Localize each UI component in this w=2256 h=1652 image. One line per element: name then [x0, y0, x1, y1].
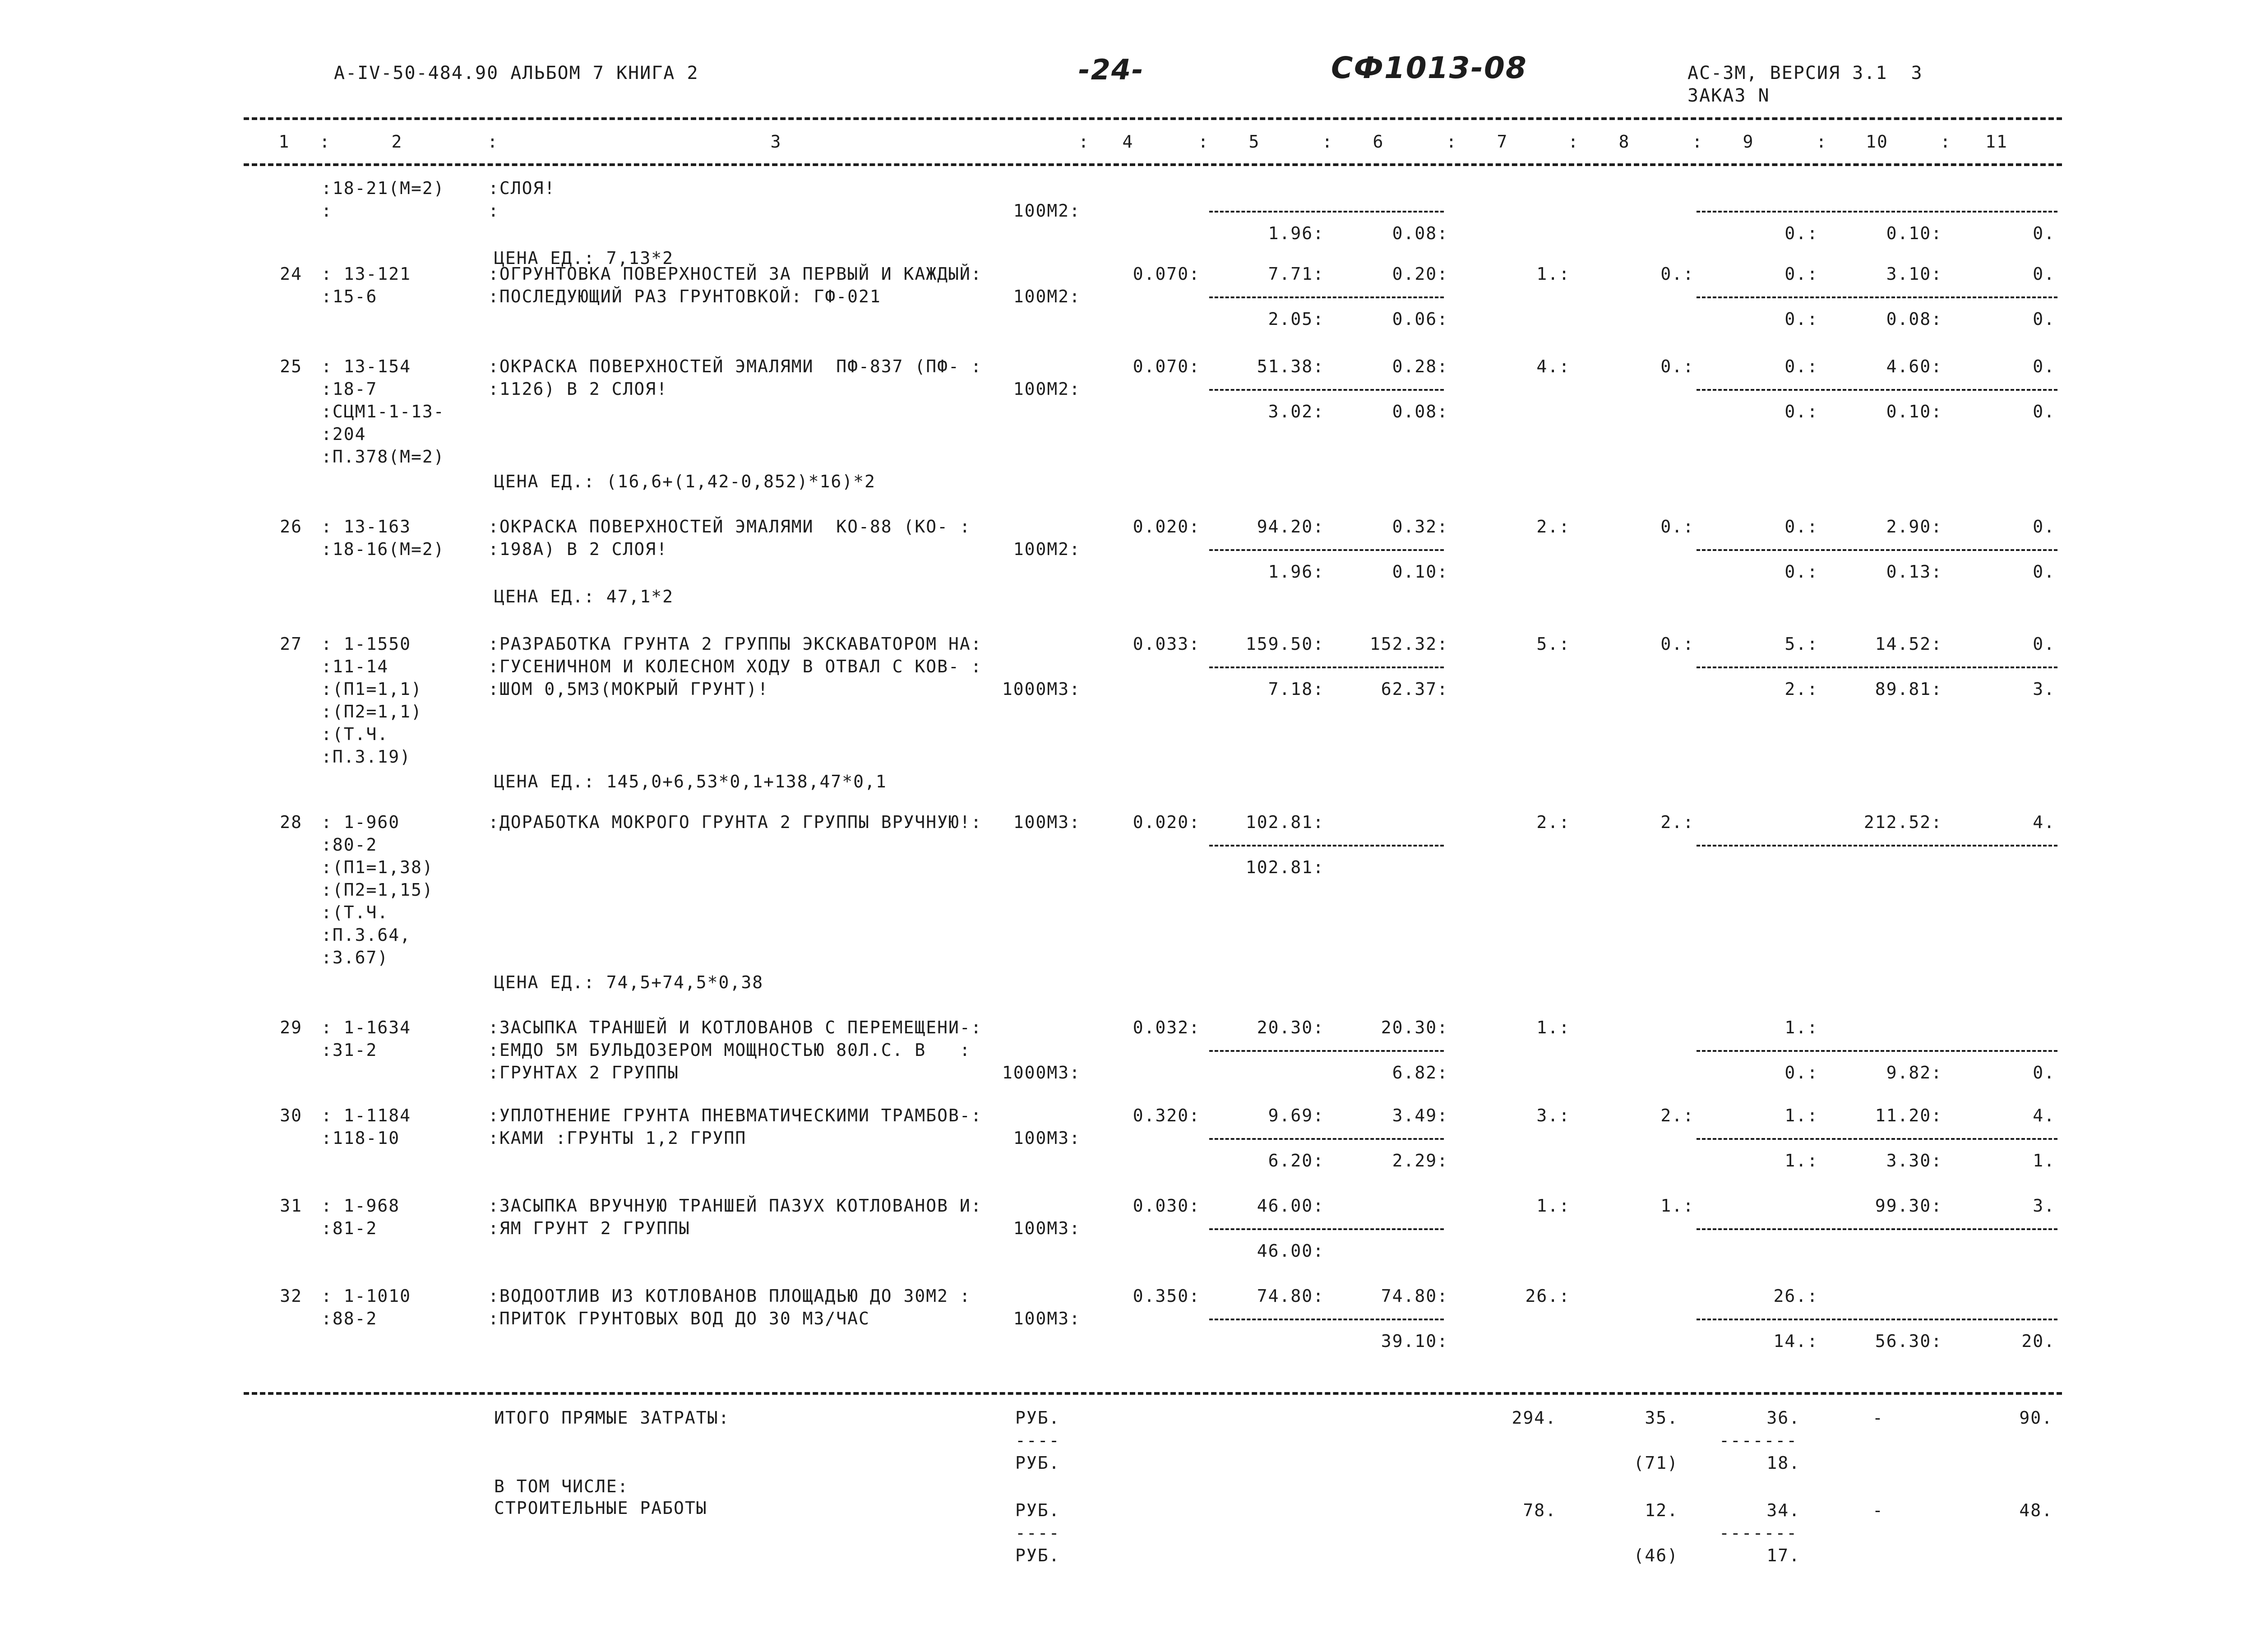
resource-code: :(П1=1,1)	[321, 679, 422, 699]
cell-divider-dash	[1697, 1228, 2057, 1230]
col9-bottom: 0.:	[1784, 562, 1818, 582]
rub-unit: РУБ.	[1015, 1500, 1060, 1520]
unit: 100М2:	[1013, 201, 1081, 221]
construction-label: СТРОИТЕЛЬНЫЕ РАБОТЫ	[494, 1498, 707, 1518]
col7-value: 1.:	[1536, 1018, 1570, 1037]
rub-dash: ----	[1015, 1430, 1060, 1450]
cell-divider-dash	[1209, 1050, 1444, 1052]
cell-divider-dash	[1209, 549, 1444, 551]
unit: 100М2:	[1013, 379, 1081, 399]
constr-col8: 12.	[1645, 1500, 1678, 1520]
unit: 1000М3:	[1002, 1063, 1081, 1083]
col10-top: 4.60:	[1886, 356, 1942, 376]
resource-code: :15-6	[321, 287, 378, 306]
col-sep: :	[1940, 132, 1951, 152]
col5-top: 7.71:	[1268, 264, 1324, 284]
cell-divider-dash	[1209, 296, 1444, 298]
doc-code: А-IV-50-484.90 АЛЬБОМ 7 КНИГА 2	[334, 63, 699, 83]
cell-divider-dash	[1697, 1138, 2057, 1140]
col-header: 10	[1866, 132, 1888, 152]
col11-top: 4.	[2033, 812, 2055, 832]
col10-bottom: 56.30:	[1875, 1331, 1942, 1351]
work-description: :ПРИТОК ГРУНТОВЫХ ВОД ДО 30 М3/ЧАС	[488, 1309, 870, 1328]
col-header: 8	[1618, 132, 1630, 152]
col7-value: 5.:	[1536, 634, 1570, 654]
col8-value: 0.:	[1660, 356, 1694, 376]
col8-value: 0.:	[1660, 264, 1694, 284]
resource-code: :80-2	[321, 835, 378, 855]
col10-top: 14.52:	[1875, 634, 1942, 654]
top-rule	[244, 117, 2062, 120]
col-sep: :	[1446, 132, 1457, 152]
cell-divider-dash	[1209, 1228, 1444, 1230]
col9-bottom: 2.:	[1784, 679, 1818, 699]
col11-top: 3.	[2033, 1196, 2055, 1216]
constr-col7: 78.	[1523, 1500, 1557, 1520]
work-description: :ОКРАСКА ПОВЕРХНОСТЕЙ ЭМАЛЯМИ ПФ-837 (ПФ- :	[488, 356, 982, 376]
resource-code: :118-10	[321, 1128, 400, 1148]
resource-code: :18-7	[321, 379, 378, 399]
col4-quantity: 0.020:	[1133, 812, 1200, 832]
cell-divider-dash	[1697, 1319, 2057, 1320]
col6-bottom: 2.29:	[1392, 1151, 1448, 1171]
col5-bottom: 6.20:	[1268, 1151, 1324, 1171]
resource-code: : 13-154	[321, 356, 411, 376]
col9-bottom: 0.:	[1784, 402, 1818, 421]
col10-bottom: 0.10:	[1886, 402, 1942, 421]
work-description: :ЗАСЫПКА ВРУЧНУЮ ТРАНШЕЙ ПАЗУХ КОТЛОВАНОВ И:	[488, 1196, 982, 1216]
cell-divider-dash	[1209, 666, 1444, 668]
col9-top: 1.:	[1784, 1106, 1818, 1125]
col10-bottom: 9.82:	[1886, 1063, 1942, 1083]
col9-bottom: 0.:	[1784, 1063, 1818, 1083]
rub-dash: ----	[1015, 1523, 1060, 1543]
col8-value: 0.:	[1660, 634, 1694, 654]
resource-code: :31-2	[321, 1040, 378, 1060]
cell-divider-dash	[1697, 1050, 2057, 1052]
col8-value: 2.:	[1660, 812, 1694, 832]
resource-code: : 13-121	[321, 264, 411, 284]
col11-top: 0.	[2033, 264, 2055, 284]
resource-code: :СЦМ1-1-13-	[321, 402, 445, 421]
row-number: 25	[280, 356, 302, 376]
col5-bottom: 102.81:	[1245, 857, 1324, 877]
row-number: 29	[280, 1018, 302, 1037]
direct-costs-label: ИТОГО ПРЯМЫЕ ЗАТРАТЫ:	[494, 1408, 730, 1428]
col9-top: 5.:	[1784, 634, 1818, 654]
col4-quantity: 0.350:	[1133, 1286, 1200, 1306]
resource-code: : 1-960	[321, 812, 400, 832]
direct-col9-dash: -------	[1719, 1430, 1798, 1450]
work-description: :1126) В 2 СЛОЯ!	[488, 379, 668, 399]
resource-code: :3.67)	[321, 948, 389, 967]
col6-top: 20.30:	[1381, 1018, 1448, 1037]
constr-col10: -	[1872, 1500, 1884, 1520]
resource-code: : 1-1010	[321, 1286, 411, 1306]
cell-divider-dash	[1209, 845, 1444, 847]
constr-col9: 34.	[1766, 1500, 1800, 1520]
col-sep: :	[319, 132, 331, 152]
col11-bottom: 0.	[2033, 1063, 2055, 1083]
col11-bottom: 0.	[2033, 309, 2055, 329]
col9-top: 0.:	[1784, 517, 1818, 537]
col4-quantity: 0.320:	[1133, 1106, 1200, 1125]
cell-divider-dash	[1697, 845, 2057, 847]
col6-top: 74.80:	[1381, 1286, 1448, 1306]
col7-value: 3.:	[1536, 1106, 1570, 1125]
col4-quantity: 0.033:	[1133, 634, 1200, 654]
resource-code: :18-16(М=2)	[321, 539, 445, 559]
constr-col11: 48.	[2019, 1500, 2053, 1520]
resource-code: :П.378(М=2)	[321, 447, 445, 467]
col10-top: 3.10:	[1886, 264, 1942, 284]
col5-top: 9.69:	[1268, 1106, 1324, 1125]
col10-bottom: 0.08:	[1886, 309, 1942, 329]
rub-unit: РУБ.	[1015, 1408, 1060, 1428]
col-sep: :	[1078, 132, 1090, 152]
resource-code: : 1-968	[321, 1196, 400, 1216]
col11-bottom: 0.	[2033, 223, 2055, 243]
col7-value: 1.:	[1536, 264, 1570, 284]
col-header: 9	[1743, 132, 1754, 152]
resource-code: :П.3.64,	[321, 925, 411, 945]
col-header: 2	[391, 132, 403, 152]
col9-top: 0.:	[1784, 264, 1818, 284]
constr-col8-second: (46)	[1633, 1546, 1678, 1565]
resource-code: :18-21(М=2)	[321, 178, 445, 198]
col7-value: 1.:	[1536, 1196, 1570, 1216]
col-sep: :	[1692, 132, 1703, 152]
col9-bottom: 1.:	[1784, 1151, 1818, 1171]
resource-code: :204	[321, 424, 366, 444]
col6-top: 152.32:	[1369, 634, 1448, 654]
col11-top: 0.	[2033, 517, 2055, 537]
cell-divider-dash	[1209, 389, 1444, 391]
direct-col8-second: (71)	[1633, 1453, 1678, 1473]
col-header: 6	[1373, 132, 1384, 152]
col5-top: 46.00:	[1257, 1196, 1324, 1216]
col5-bottom: 3.02:	[1268, 402, 1324, 421]
direct-col10: -	[1872, 1408, 1884, 1428]
cell-divider-dash	[1697, 389, 2057, 391]
col8-value: 1.:	[1660, 1196, 1694, 1216]
col4-quantity: 0.070:	[1133, 356, 1200, 376]
col5-bottom: 1.96:	[1268, 223, 1324, 243]
work-description: :ОКРАСКА ПОВЕРХНОСТЕЙ ЭМАЛЯМИ КО-88 (КО- :	[488, 517, 971, 537]
resource-code: : 13-163	[321, 517, 411, 537]
col6-bottom: 62.37:	[1381, 679, 1448, 699]
col11-bottom: 20.	[2021, 1331, 2055, 1351]
work-description: :ВОДООТЛИВ ИЗ КОТЛОВАНОВ ПЛОЩАДЬЮ ДО 30М2 :	[488, 1286, 971, 1306]
totals-rule	[244, 1392, 2062, 1395]
col7-value: 4.:	[1536, 356, 1570, 376]
resource-code: :(П2=1,15)	[321, 880, 434, 900]
unit: 1000М3:	[1002, 679, 1081, 699]
col-header: 1	[278, 132, 290, 152]
order-label: ЗАКАЗ N	[1687, 85, 1770, 106]
col-sep: :	[1816, 132, 1827, 152]
row-number: 27	[280, 634, 302, 654]
unit: 100М3:	[1013, 1128, 1081, 1148]
col5-bottom: 1.96:	[1268, 562, 1324, 582]
col5-top: 94.20:	[1257, 517, 1324, 537]
direct-col9-second: 18.	[1766, 1453, 1800, 1473]
col11-top: 0.	[2033, 356, 2055, 376]
resource-code: :П.3.19)	[321, 747, 411, 767]
col10-top: 99.30:	[1875, 1196, 1942, 1216]
direct-col9: 36.	[1766, 1408, 1800, 1428]
including-label: В ТОМ ЧИСЛЕ:	[494, 1476, 629, 1496]
row-number: 24	[280, 264, 302, 284]
work-description: :ЯМ ГРУНТ 2 ГРУППЫ	[488, 1218, 690, 1238]
constr-col9-second: 17.	[1766, 1546, 1800, 1565]
version-label: АС-3М, ВЕРСИЯ 3.1 3	[1687, 63, 1923, 83]
resource-code: :(Т.Ч.	[321, 724, 389, 744]
col5-top: 102.81:	[1245, 812, 1324, 832]
work-description: :ЕМДО 5М БУЛЬДОЗЕРОМ МОЩНОСТЬЮ 80Л.С. В :	[488, 1040, 971, 1060]
col10-top: 2.90:	[1886, 517, 1942, 537]
col10-top: 212.52:	[1863, 812, 1942, 832]
resource-code: : 1-1634	[321, 1018, 411, 1037]
col-sep: :	[1198, 132, 1209, 152]
work-description: :ОГРУНТОВКА ПОВЕРХНОСТЕЙ ЗА ПЕРВЫЙ И КАЖДЫЙ:	[488, 264, 982, 284]
resource-code: :(Т.Ч.	[321, 902, 389, 922]
work-description: :КАМИ :ГРУНТЫ 1,2 ГРУПП	[488, 1128, 747, 1148]
work-description: :ШОМ 0,5М3(МОКРЫЙ ГРУНТ)!	[488, 679, 769, 699]
col9-top: 1.:	[1784, 1018, 1818, 1037]
col11-bottom: 0.	[2033, 402, 2055, 421]
resource-code: :81-2	[321, 1218, 378, 1238]
col8-value: 2.:	[1660, 1106, 1694, 1125]
col-header: 5	[1248, 132, 1260, 152]
col10-bottom: 0.10:	[1886, 223, 1942, 243]
work-description: :ГРУНТАХ 2 ГРУППЫ	[488, 1063, 679, 1083]
document-stamp: СФ1013-08	[1331, 51, 1527, 85]
col11-top: 0.	[2033, 634, 2055, 654]
col-sep: :	[1322, 132, 1333, 152]
col7-value: 26.:	[1525, 1286, 1570, 1306]
unit-price: ЦЕНА ЕД.: 7,13*2	[494, 248, 674, 268]
header-rule	[244, 163, 2062, 166]
col4-quantity: 0.032:	[1133, 1018, 1200, 1037]
col11-bottom: 1.	[2033, 1151, 2055, 1171]
cell-divider-dash	[1209, 211, 1444, 213]
col-header: 11	[1985, 132, 2008, 152]
col-sep: :	[1568, 132, 1579, 152]
unit: 100М3:	[1013, 1309, 1081, 1328]
work-description: :СЛОЯ!	[488, 178, 556, 198]
col-header: 7	[1497, 132, 1508, 152]
unit: 100М3:	[1013, 812, 1081, 832]
resource-code: :(П2=1,1)	[321, 702, 422, 722]
col8-value: 0.:	[1660, 517, 1694, 537]
unit-price: ЦЕНА ЕД.: 145,0+6,53*0,1+138,47*0,1	[494, 772, 887, 791]
resource-code: :(П1=1,38)	[321, 857, 434, 877]
col9-top: 0.:	[1784, 356, 1818, 376]
row-number: 31	[280, 1196, 302, 1216]
col6-bottom: 0.08:	[1392, 402, 1448, 421]
direct-col8: 35.	[1645, 1408, 1678, 1428]
col6-top: 0.20:	[1392, 264, 1448, 284]
unit: 100М3:	[1013, 1218, 1081, 1238]
col6-top: 3.49:	[1392, 1106, 1448, 1125]
col4-quantity: 0.020:	[1133, 517, 1200, 537]
col6-bottom: 0.10:	[1392, 562, 1448, 582]
cell-divider-dash	[1697, 666, 2057, 668]
row-number: 30	[280, 1106, 302, 1125]
work-description: :198А) В 2 СЛОЯ!	[488, 539, 668, 559]
row-number: 32	[280, 1286, 302, 1306]
col-header: 3	[770, 132, 782, 152]
col6-bottom: 6.82:	[1392, 1063, 1448, 1083]
row-number: 26	[280, 517, 302, 537]
col7-value: 2.:	[1536, 517, 1570, 537]
col11-bottom: 3.	[2033, 679, 2055, 699]
rub-unit: РУБ.	[1015, 1453, 1060, 1473]
cell-divider-dash	[1697, 211, 2057, 213]
resource-code: :11-14	[321, 657, 389, 676]
resource-code: :88-2	[321, 1309, 378, 1328]
col5-top: 74.80:	[1257, 1286, 1324, 1306]
col6-bottom: 0.06:	[1392, 309, 1448, 329]
col9-bottom: 14.:	[1773, 1331, 1818, 1351]
cell-divider-dash	[1697, 296, 2057, 298]
constr-col9-dash: -------	[1719, 1523, 1798, 1543]
work-description: :ЗАСЫПКА ТРАНШЕЙ И КОТЛОВАНОВ С ПЕРЕМЕЩЕНИ-:	[488, 1018, 982, 1037]
cell-divider-dash	[1209, 1319, 1444, 1320]
col6-bottom: 39.10:	[1381, 1331, 1448, 1351]
work-description: :	[488, 201, 499, 221]
col5-top: 51.38:	[1257, 356, 1324, 376]
col6-top: 0.32:	[1392, 517, 1448, 537]
col6-top: 0.28:	[1392, 356, 1448, 376]
col10-bottom: 0.13:	[1886, 562, 1942, 582]
unit-price: ЦЕНА ЕД.: 74,5+74,5*0,38	[494, 972, 764, 992]
page-number: -24-	[1078, 53, 1144, 86]
col11-top: 4.	[2033, 1106, 2055, 1125]
resource-code: : 1-1550	[321, 634, 411, 654]
col9-bottom: 0.:	[1784, 309, 1818, 329]
col5-bottom: 46.00:	[1257, 1241, 1324, 1261]
col5-top: 20.30:	[1257, 1018, 1324, 1037]
unit: 100М2:	[1013, 287, 1081, 306]
cell-divider-dash	[1209, 1138, 1444, 1140]
work-description: :ПОСЛЕДУЮЩИЙ РАЗ ГРУНТОВКОЙ: ГФ-021	[488, 287, 881, 306]
unit-price: ЦЕНА ЕД.: 47,1*2	[494, 587, 674, 606]
col-header: 4	[1122, 132, 1134, 152]
rub-unit: РУБ.	[1015, 1546, 1060, 1565]
col4-quantity: 0.030:	[1133, 1196, 1200, 1216]
col6-bottom: 0.08:	[1392, 223, 1448, 243]
work-description: :ДОРАБОТКА МОКРОГО ГРУНТА 2 ГРУППЫ ВРУЧНУЮ!:	[488, 812, 982, 832]
col10-top: 11.20:	[1875, 1106, 1942, 1125]
col9-top: 26.:	[1773, 1286, 1818, 1306]
col4-quantity: 0.070:	[1133, 264, 1200, 284]
unit-price: ЦЕНА ЕД.: (16,6+(1,42-0,852)*16)*2	[494, 472, 876, 491]
col7-value: 2.:	[1536, 812, 1570, 832]
work-description: :РАЗРАБОТКА ГРУНТА 2 ГРУППЫ ЭКСКАВАТОРОМ НА:	[488, 634, 982, 654]
col5-bottom: 2.05:	[1268, 309, 1324, 329]
col11-bottom: 0.	[2033, 562, 2055, 582]
col10-bottom: 89.81:	[1875, 679, 1942, 699]
direct-col7: 294.	[1512, 1408, 1557, 1428]
col5-bottom: 7.18:	[1268, 679, 1324, 699]
cell-divider-dash	[1697, 549, 2057, 551]
col9-bottom: 0.:	[1784, 223, 1818, 243]
col5-top: 159.50:	[1245, 634, 1324, 654]
col10-bottom: 3.30:	[1886, 1151, 1942, 1171]
resource-code: :	[321, 201, 333, 221]
work-description: :УПЛОТНЕНИЕ ГРУНТА ПНЕВМАТИЧЕСКИМИ ТРАМБОВ-:	[488, 1106, 982, 1125]
row-number: 28	[280, 812, 302, 832]
unit: 100М2:	[1013, 539, 1081, 559]
work-description: :ГУСЕНИЧНОМ И КОЛЕСНОМ ХОДУ В ОТВАЛ С КОВ- :	[488, 657, 982, 676]
col-sep: :	[487, 132, 499, 152]
direct-col11: 90.	[2019, 1408, 2053, 1428]
resource-code: : 1-1184	[321, 1106, 411, 1125]
